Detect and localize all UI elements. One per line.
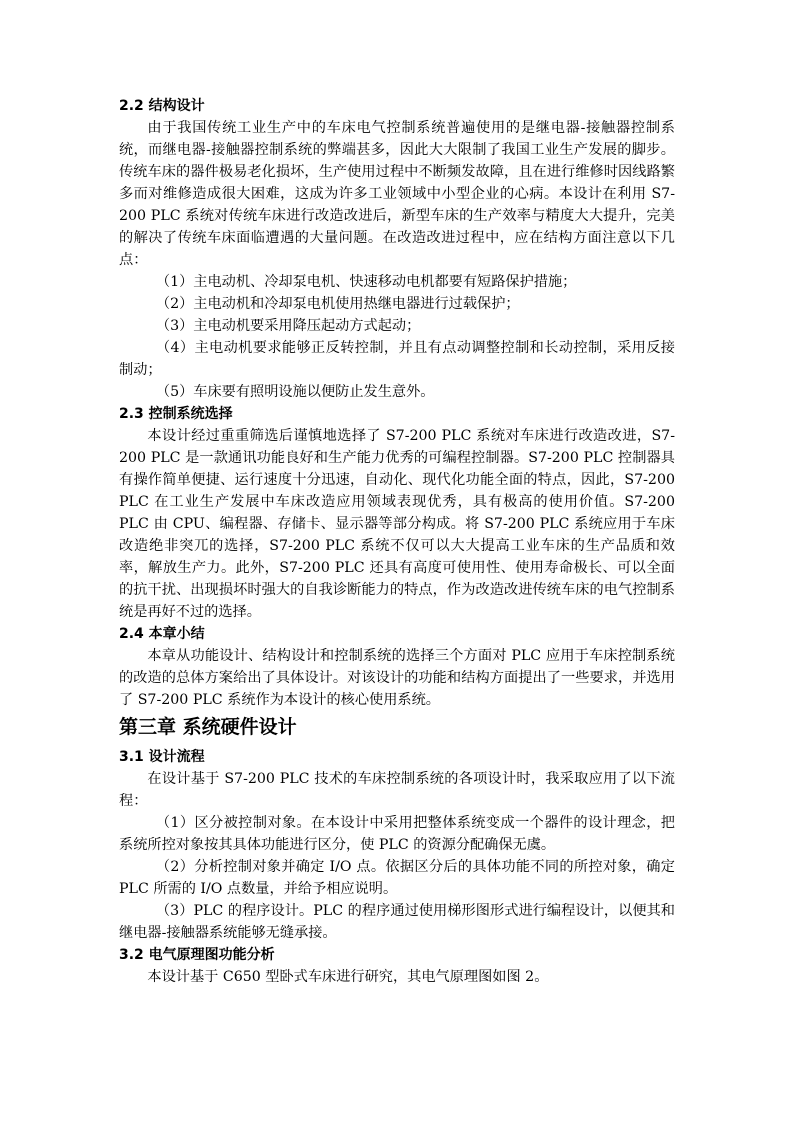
list-item: （4）主电动机要求能够正反转控制，并且有点动调整控制和长动控制，采用反接制动； <box>119 340 675 378</box>
section-3-1-heading: 3.1 设计流程 <box>119 749 205 765</box>
section-2-2-heading: 2.2 结构设计 <box>119 98 205 114</box>
section-3-1-paragraph: 在设计基于 S7-200 PLC 技术的车床控制系统的各项设计时，我采取应用了以下流程： <box>119 771 675 809</box>
section-2-4-heading: 2.4 本章小结 <box>119 626 205 642</box>
section-2-3-heading: 2.3 控制系统选择 <box>119 406 233 422</box>
section-2-3-paragraph: 本设计经过重重筛选后谨慎地选择了 S7-200 PLC 系统对车床进行改造改进，S7-200 PLC 是一款通讯功能良好和生产能力优秀的可编程控制器。S7-200 PLC 控制器具有操作简单便捷、运行速度十分迅速，自动化、现代化功能全面的特点，因此，S7-200 PLC 在工业生产发展中车床改造应用领域表现优秀，具有极高的使用价值。S7-200 PLC 由 CPU、编程器、存储卡、显示器等部分构成。将 S7-200 PLC 系统应用于车床改造绝非突兀的选择，S7-200 PLC 系统不仅可以大大提高工业车床的生产品质和效率，解放生产力。此外，S7-200 PLC 还具有高度可使用性、使用寿命极长、可以全面的抗干扰、出现损坏时强大的自我诊断能力的特点，作为改造改进传统车床的电气控制系统是再好不过的选择。 <box>119 428 675 620</box>
document-page <box>119 95 675 988</box>
list-item: （1）区分被控制对象。在本设计中采用把整体系统变成一个器件的设计理念，把系统所控对象按其具体功能进行区分，使 PLC 的资源分配确保无虞。 <box>119 815 675 853</box>
list-item: （3）PLC 的程序设计。PLC 的程序通过使用梯形图形式进行编程设计，以便其和继电器-接触器系统能够无缝承接。 <box>119 903 675 941</box>
list-item: （3）主电动机要采用降压起动方式起动； <box>155 318 421 334</box>
list-item: （5）车床要有照明设施以便防止发生意外。 <box>155 384 435 400</box>
section-3-2-paragraph: 本设计基于 C650 型卧式车床进行研究，其电气原理图如图 2。 <box>147 969 549 985</box>
list-item: （1）主电动机、冷却泵电机、快速移动电机都要有短路保护措施； <box>155 274 577 290</box>
list-item: （2）分析控制对象并确定 I/O 点。依据区分后的具体功能不同的所控对象，确定 PLC 所需的 I/O 点数量，并给予相应说明。 <box>119 859 675 897</box>
chapter-3-heading: 第三章 系统硬件设计 <box>119 716 297 738</box>
section-3-2-heading: 3.2 电气原理图功能分析 <box>119 947 275 963</box>
list-item: （2）主电动机和冷却泵电机使用热继电器进行过载保护； <box>155 296 520 312</box>
section-2-4-paragraph: 本章从功能设计、结构设计和控制系统的选择三个方面对 PLC 应用于车床控制系统的改造的总体方案给出了具体设计。对该设计的功能和结构方面提出了一些要求，并选用了 S7-200 PLC 系统作为本设计的核心使用系统。 <box>119 648 675 708</box>
section-2-2-paragraph: 由于我国传统工业生产中的车床电气控制系统普遍使用的是继电器-接触器控制系统，而继电器-接触器控制系统的弊端甚多，因此大大限制了我国工业生产发展的脚步。传统车床的器件极易老化损坏，生产使用过程中不断频发故障，且在进行维修时因线路繁多而对维修造成很大困难，这成为许多工业领域中小型企业的心病。本设计在利用 S7-200 PLC 系统对传统车床进行改造改进后，新型车床的生产效率与精度大大提升，完美的解决了传统车床面临遭遇的大量问题。在改造改进过程中，应在结构方面注意以下几点： <box>119 120 675 268</box>
